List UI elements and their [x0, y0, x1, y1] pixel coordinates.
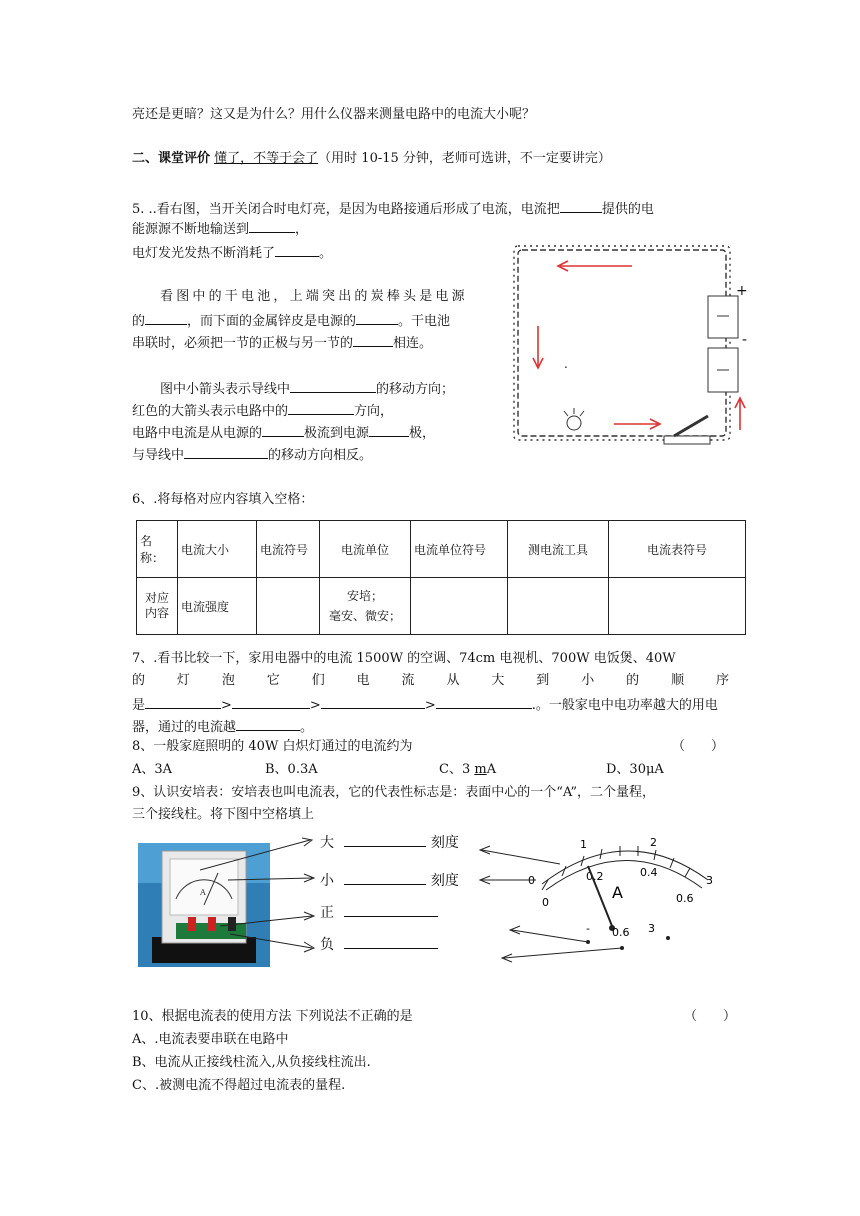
q9-line1: 9、认识安培表：安培表也叫电流表，它的代表性标志是：表面中心的一个“A”，二个量程， — [132, 785, 656, 800]
q5-line3 — [132, 242, 332, 263]
q8-stem: 8、一般家庭照明的 40W 白炽灯通过的电流约为 — [132, 739, 413, 754]
q5-p2-line2 — [132, 310, 450, 331]
ammeter-unit: A — [200, 888, 206, 897]
q5-text: 极流到电源 — [304, 426, 370, 441]
q7-word: 大 — [491, 673, 505, 688]
answer-blank[interactable] — [344, 870, 426, 885]
label-arrows — [200, 830, 330, 960]
q5-text: 的 — [132, 314, 146, 329]
q8-c-unit: m — [474, 762, 487, 777]
q8-option-b[interactable]: B、0.3A — [265, 762, 318, 777]
label-text: 刻度 — [430, 873, 459, 889]
label-small — [320, 870, 459, 890]
q7-word: 小 — [581, 673, 595, 688]
answer-blank[interactable] — [321, 694, 425, 709]
q7-word: 顺 — [671, 673, 685, 688]
switch-icon — [664, 416, 710, 444]
scale-label: 0 — [528, 874, 535, 887]
q7-line3 — [132, 694, 718, 715]
table-cell: 电流表符号 — [609, 521, 746, 578]
scale-label: 0.6 — [676, 892, 694, 905]
table-cell — [320, 578, 411, 635]
answer-blank[interactable] — [145, 310, 187, 325]
dial-unit: A — [612, 883, 623, 902]
q7-gt: > — [309, 698, 321, 713]
answer-blank[interactable] — [232, 694, 310, 709]
q7-word: 到 — [536, 673, 550, 688]
q10-stem: 10、根据电流表的使用方法 下列说法不正确的是 — [132, 1009, 413, 1024]
table-cell: 电流符号 — [257, 521, 320, 578]
q5-line1 — [132, 198, 654, 219]
q5-text: ， — [295, 222, 309, 237]
q5-p2-line1: 看图中的干电池，上端突出的炭棒头是电源 — [160, 289, 468, 304]
scale-label: 0.2 — [586, 870, 604, 883]
q5-text: 图中小箭头表示导线中 — [160, 382, 291, 397]
q7-word: 的 — [626, 673, 640, 688]
answer-blank[interactable] — [560, 198, 602, 213]
q5-text: 红色的大箭头表示电路中的 — [132, 404, 289, 419]
q8-option-c[interactable] — [439, 761, 496, 779]
table-cell: 电流强度 — [178, 578, 257, 635]
battery-top — [708, 296, 738, 338]
q10-option-a[interactable]: A、.电流表要串联在电路中 — [132, 1032, 289, 1047]
table-cell: 名称： — [137, 521, 178, 578]
q5-text: 的移动方向； — [376, 382, 455, 397]
table-cell: 电流大小 — [178, 521, 257, 578]
q5-text: 提供的电 — [601, 202, 654, 217]
answer-cell[interactable] — [609, 578, 746, 635]
q7-word: 从 — [446, 673, 460, 688]
section-subtitle: 懂了，不等于会了 — [214, 151, 319, 166]
section-title: 二、课堂评价 — [132, 151, 211, 166]
answer-blank[interactable] — [275, 242, 319, 257]
q10-option-b[interactable]: B、电流从正接线柱流入,从负接线柱流出. — [132, 1055, 371, 1070]
q5-text: 与导线中 — [132, 448, 185, 463]
q5-text: 方向， — [354, 404, 394, 419]
q5-text: ，而下面的金属锌皮是电源的 — [187, 314, 357, 329]
q7-text: 。 — [300, 720, 314, 735]
q5-text: 电路中电流是从电源的 — [132, 426, 263, 441]
q7-line2 — [132, 672, 729, 690]
q7-text: .。一般家电中电功率越大的用电 — [531, 698, 718, 713]
q5-text: 。 — [319, 246, 333, 261]
row-label: 对应 — [144, 591, 169, 605]
q5-text: 相连。 — [393, 336, 433, 351]
q7-text: 是 — [132, 698, 146, 713]
q5-text: 5. ..看右图，当开关闭合时电灯亮，是因为电路接通后形成了电流，电流把 — [132, 202, 560, 217]
answer-cell[interactable] — [508, 578, 609, 635]
q7-word: 流 — [401, 673, 415, 688]
q6-table — [136, 520, 746, 635]
label-text: 大 — [320, 835, 334, 851]
label-text: 刻度 — [430, 835, 459, 851]
dot-mark: . — [564, 357, 568, 371]
table-cell: 电流单位符号 — [411, 521, 508, 578]
cell-text: 安培； — [346, 589, 383, 603]
q7-word: 灯 — [176, 673, 190, 688]
q5-text: 电灯发光发热不断消耗了 — [132, 246, 276, 261]
q5-p3-line4 — [132, 444, 372, 465]
label-big — [320, 832, 459, 852]
q7-word: 泡 — [221, 673, 235, 688]
terminal-3: 3 — [648, 922, 655, 935]
q5-p2-line3 — [132, 332, 432, 353]
q5-text: 能源源不断地输送到 — [132, 222, 250, 237]
q10-option-c[interactable]: C、.被测电流不得超过电流表的量程. — [132, 1078, 346, 1093]
q5-text: 的移动方向相反。 — [268, 448, 373, 463]
q7-word: 电 — [356, 673, 370, 688]
q7-text: 器，通过的电流越 — [132, 720, 237, 735]
scale-label: 0 — [542, 896, 549, 909]
q7-word: 序 — [715, 673, 729, 688]
scale-label: 3 — [706, 874, 713, 887]
q8-c-text: C、3 — [439, 762, 471, 777]
label-text: 负 — [320, 937, 334, 953]
q10-paren: （ ） — [684, 1009, 737, 1024]
answer-blank[interactable] — [145, 694, 221, 709]
label-text: 小 — [320, 873, 334, 889]
answer-cell[interactable] — [411, 578, 508, 635]
q5-p3-line1 — [160, 378, 454, 399]
cell-text: 毫安、微安； — [328, 609, 401, 623]
label-positive — [320, 902, 438, 922]
label-text: 正 — [320, 905, 334, 921]
minus-sign: - — [742, 332, 748, 348]
q9-line2: 三个接线柱。将下图中空格填上 — [132, 807, 315, 822]
q8-c-text: A — [486, 762, 497, 777]
q7-word: 们 — [311, 673, 325, 688]
q5-p3-line2 — [132, 400, 393, 421]
section-note: （用时 10-15 分钟，老师可选讲，不一定要讲完） — [318, 151, 611, 166]
section-heading — [132, 150, 611, 168]
intro-line: 亮还是更暗？这又是为什么？用什么仪器来测量电路中的电流大小呢？ — [132, 107, 536, 122]
q5-line2 — [132, 218, 308, 239]
answer-blank[interactable] — [236, 716, 300, 731]
answer-blank[interactable] — [344, 902, 438, 917]
answer-blank[interactable] — [353, 332, 393, 347]
answer-blank[interactable] — [344, 832, 426, 847]
q7-line1: 7、.看书比较一下，家用电器中的电流 1500W 的空调、74cm 电视机、700W 电饭煲、40W — [132, 651, 676, 666]
lamp-icon — [564, 408, 584, 430]
answer-blank[interactable] — [369, 422, 409, 437]
table-cell: 测电流工具 — [508, 521, 609, 578]
q7-gt: > — [424, 698, 436, 713]
plus-sign: + — [736, 283, 748, 299]
answer-blank[interactable] — [249, 218, 295, 233]
terminal-06: 0.6 — [612, 926, 630, 939]
q7-word: 的 — [132, 673, 146, 688]
answer-blank[interactable] — [344, 934, 438, 949]
table-cell: 电流单位 — [320, 521, 411, 578]
circuit-diagram — [508, 240, 752, 454]
q7-word: 它 — [266, 673, 280, 688]
q7-line4 — [132, 716, 313, 737]
table-row — [137, 578, 746, 635]
scale-label: 0.4 — [640, 866, 658, 879]
table-row — [137, 521, 746, 578]
answer-blank[interactable] — [436, 694, 532, 709]
scale-label: 1 — [580, 838, 587, 851]
q8-paren: （ ） — [672, 739, 725, 754]
q8-option-a[interactable]: A、3A — [132, 762, 173, 777]
answer-blank[interactable] — [262, 422, 304, 437]
table-cell — [137, 578, 178, 635]
answer-blank[interactable] — [290, 378, 376, 393]
answer-cell[interactable] — [257, 578, 320, 635]
answer-blank[interactable] — [288, 400, 354, 415]
q7-gt: > — [221, 698, 232, 713]
row-label: 内容 — [144, 606, 169, 620]
answer-blank[interactable] — [184, 444, 268, 459]
terminal-minus: - — [586, 922, 590, 935]
label-negative — [320, 934, 438, 954]
ammeter-dial — [476, 826, 736, 970]
scale-label: 2 — [650, 836, 657, 849]
q8-option-d[interactable]: D、30μA — [606, 762, 664, 777]
q5-text: 串联时，必须把一节的正极与另一节的 — [132, 336, 354, 351]
q5-text: 。干电池 — [398, 314, 451, 329]
q6-title: 6、.将每格对应内容填入空格： — [132, 492, 314, 507]
q5-p3-line3 — [132, 422, 435, 443]
q5-text: 极， — [409, 426, 436, 441]
answer-blank[interactable] — [356, 310, 398, 325]
